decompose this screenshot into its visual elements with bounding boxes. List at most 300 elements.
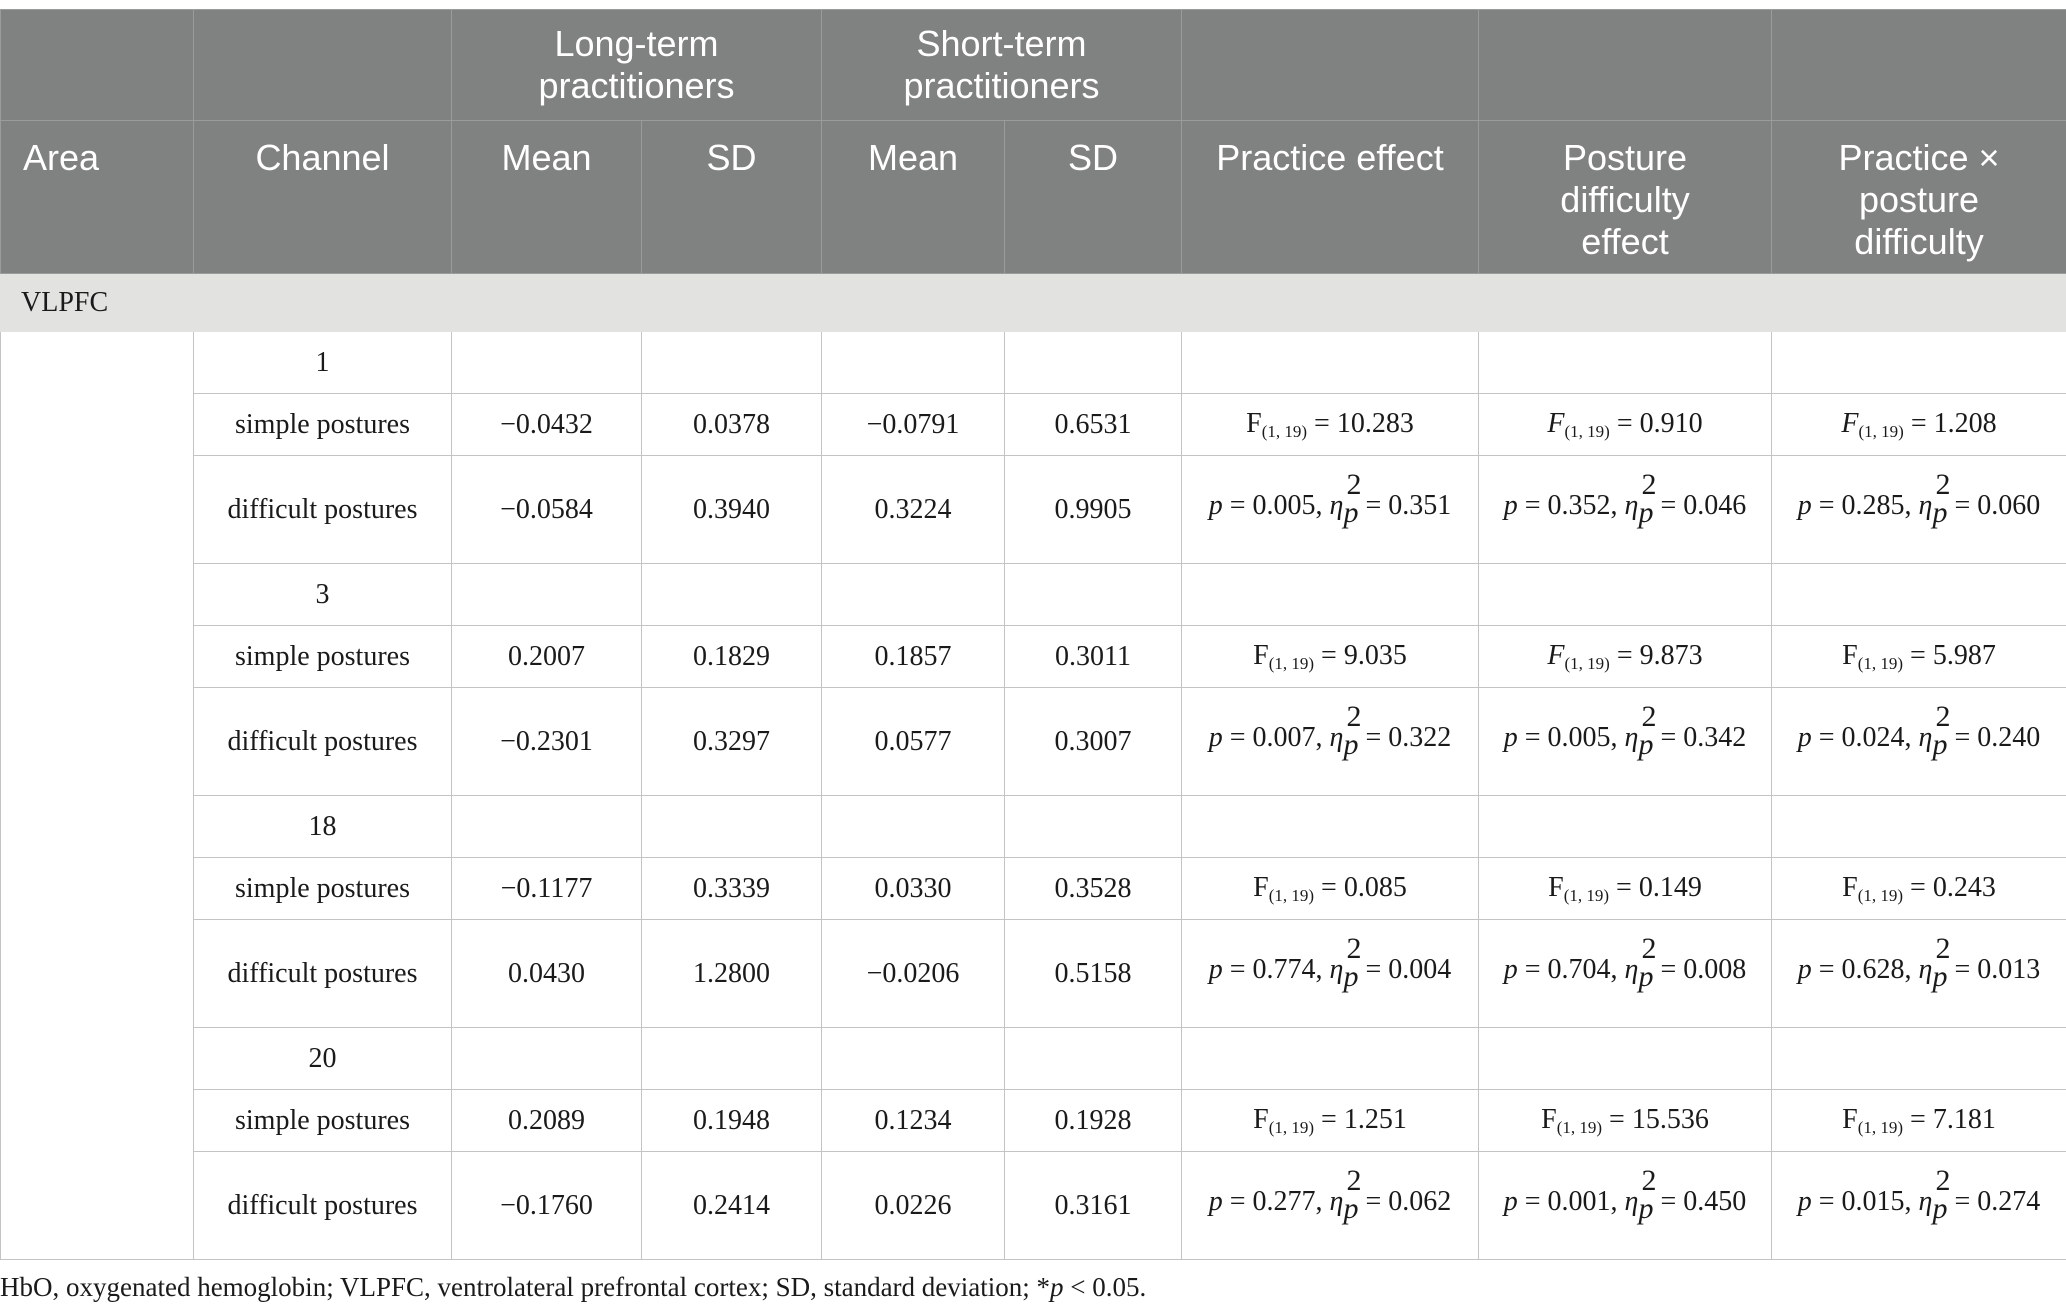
eta-symbol	[1329, 467, 1362, 529]
f-df: (1, 19)	[1261, 421, 1308, 441]
interaction-f-stat	[1772, 1090, 2066, 1152]
f-letter: F	[1246, 407, 1262, 439]
comma: ,	[1610, 953, 1625, 985]
empty-cell	[822, 796, 1005, 858]
eta-subscript: p	[1343, 959, 1359, 993]
difficult-postures-row	[1, 920, 2066, 1028]
f-letter: F	[1841, 407, 1859, 439]
equals-sign: =	[1903, 1103, 1933, 1135]
comma: ,	[1610, 1185, 1625, 1217]
eta-symbol	[1329, 1163, 1362, 1225]
equals-sign: =	[1811, 489, 1842, 521]
long-mean-value: −0.0584	[452, 456, 642, 564]
eta-superscript: 2	[1935, 1163, 1951, 1197]
channel-row	[1, 796, 2066, 858]
empty-cell	[822, 564, 1005, 626]
p-letter: p	[1208, 1185, 1223, 1217]
empty-cell	[1479, 796, 1772, 858]
empty-cell	[822, 332, 1005, 394]
p-letter: p	[1208, 721, 1223, 753]
condition-label: difficult postures	[194, 456, 452, 564]
f-value: 9.035	[1343, 639, 1407, 671]
interaction-f-stat	[1772, 858, 2066, 920]
posture-f-stat	[1479, 626, 1772, 688]
header-long-mean: Mean	[452, 121, 642, 274]
simple-postures-row	[1, 394, 2066, 456]
eta-value: 0.274	[1977, 1185, 2041, 1217]
p-letter: p	[1797, 721, 1812, 753]
f-letter: F	[1253, 639, 1269, 671]
f-letter: F	[1842, 639, 1858, 671]
posture-p-eta-stat	[1479, 920, 1772, 1028]
long-mean-value: 0.0430	[452, 920, 642, 1028]
eta-symbol	[1329, 931, 1362, 993]
header-blank-channel	[194, 10, 452, 121]
equals-sign: =	[1517, 1185, 1548, 1217]
eta-superscript: 2	[1346, 1163, 1362, 1197]
p-value: 0.007	[1252, 721, 1316, 753]
short-sd-value: 0.3007	[1005, 688, 1182, 796]
condition-label: difficult postures	[194, 1152, 452, 1260]
eta-superscript: 2	[1641, 931, 1657, 965]
eta-subscript: p	[1638, 727, 1654, 761]
simple-postures-row	[1, 626, 2066, 688]
results-table	[0, 9, 2066, 1260]
eta-letter: η	[1918, 1185, 1933, 1217]
comma: ,	[1315, 489, 1330, 521]
empty-cell	[1772, 796, 2066, 858]
short-sd-value: 0.1928	[1005, 1090, 1182, 1152]
f-df: (1, 19)	[1556, 1117, 1603, 1137]
eta-letter: η	[1329, 489, 1344, 521]
eta-subscript: p	[1343, 727, 1359, 761]
long-mean-value: −0.1177	[452, 858, 642, 920]
eta-symbol	[1918, 699, 1951, 761]
interaction-f-stat	[1772, 626, 2066, 688]
equals-sign: =	[1517, 721, 1548, 753]
empty-cell	[1005, 1028, 1182, 1090]
f-value: 10.283	[1336, 407, 1414, 439]
f-value: 5.987	[1932, 639, 1996, 671]
header-row-columns	[1, 121, 2066, 274]
header-long-sd: SD	[642, 121, 822, 274]
eta-subscript: p	[1638, 495, 1654, 529]
f-letter: F	[1253, 871, 1269, 903]
section-label: VLPFC	[1, 274, 2066, 332]
eta-value: 0.004	[1388, 953, 1452, 985]
empty-cell	[1005, 796, 1182, 858]
equals-sign: =	[1517, 953, 1548, 985]
eta-symbol	[1918, 1163, 1951, 1225]
short-mean-value: 0.1857	[822, 626, 1005, 688]
eta-superscript: 2	[1641, 467, 1657, 501]
eta-superscript: 2	[1641, 699, 1657, 733]
interaction-p-eta-stat	[1772, 920, 2066, 1028]
p-value: 0.352	[1547, 489, 1611, 521]
footnote-p: p	[1050, 1272, 1064, 1302]
short-mean-value: 0.3224	[822, 456, 1005, 564]
eta-symbol	[1329, 699, 1362, 761]
short-mean-value: −0.0791	[822, 394, 1005, 456]
equals-sign: =	[1653, 721, 1684, 753]
condition-label: difficult postures	[194, 920, 452, 1028]
practice-f-stat	[1182, 394, 1479, 456]
posture-p-eta-stat	[1479, 456, 1772, 564]
long-sd-value: 0.1948	[642, 1090, 822, 1152]
equals-sign: =	[1609, 871, 1639, 903]
p-value: 0.628	[1841, 953, 1905, 985]
f-df: (1, 19)	[1857, 885, 1904, 905]
f-value: 1.208	[1933, 407, 1997, 439]
header-posture-effect: Posture difficulty effect	[1479, 121, 1772, 274]
posture-f-stat	[1479, 1090, 1772, 1152]
p-value: 0.774	[1252, 953, 1316, 985]
empty-cell	[1005, 332, 1182, 394]
p-letter: p	[1208, 953, 1223, 985]
comma: ,	[1315, 953, 1330, 985]
eta-symbol	[1624, 467, 1657, 529]
equals-sign: =	[1811, 953, 1842, 985]
p-value: 0.024	[1841, 721, 1905, 753]
posture-p-eta-stat	[1479, 688, 1772, 796]
f-letter: F	[1548, 871, 1564, 903]
interaction-p-eta-stat	[1772, 456, 2066, 564]
p-value: 0.704	[1547, 953, 1611, 985]
equals-sign: =	[1358, 489, 1389, 521]
condition-label: simple postures	[194, 626, 452, 688]
equals-sign: =	[1222, 1185, 1253, 1217]
practice-p-eta-stat	[1182, 920, 1479, 1028]
equals-sign: =	[1314, 1103, 1344, 1135]
equals-sign: =	[1811, 1185, 1842, 1217]
condition-label: simple postures	[194, 1090, 452, 1152]
p-letter: p	[1208, 489, 1223, 521]
eta-symbol	[1918, 467, 1951, 529]
channel-number: 1	[194, 332, 452, 394]
eta-letter: η	[1918, 489, 1933, 521]
f-letter: F	[1842, 1103, 1858, 1135]
header-short-mean: Mean	[822, 121, 1005, 274]
equals-sign: =	[1903, 639, 1933, 671]
short-sd-value: 0.3011	[1005, 626, 1182, 688]
header-blank-posture	[1479, 10, 1772, 121]
eta-symbol	[1624, 699, 1657, 761]
comma: ,	[1904, 1185, 1919, 1217]
long-sd-value: 0.1829	[642, 626, 822, 688]
p-value: 0.001	[1547, 1185, 1611, 1217]
empty-cell	[1772, 332, 2066, 394]
long-sd-value: 0.0378	[642, 394, 822, 456]
p-letter: p	[1797, 1185, 1812, 1217]
empty-cell	[452, 796, 642, 858]
f-df: (1, 19)	[1268, 653, 1315, 673]
empty-cell	[1479, 564, 1772, 626]
equals-sign: =	[1602, 1103, 1632, 1135]
header-group-long-term: Long-term practitioners	[452, 10, 822, 121]
long-mean-value: −0.1760	[452, 1152, 642, 1260]
equals-sign: =	[1653, 953, 1684, 985]
header-blank-interaction	[1772, 10, 2066, 121]
eta-superscript: 2	[1935, 931, 1951, 965]
comma: ,	[1904, 953, 1919, 985]
empty-cell	[642, 564, 822, 626]
f-df: (1, 19)	[1563, 885, 1610, 905]
f-value: 0.243	[1932, 871, 1996, 903]
eta-symbol	[1624, 1163, 1657, 1225]
empty-cell	[642, 1028, 822, 1090]
empty-cell	[1182, 332, 1479, 394]
empty-cell	[1772, 1028, 2066, 1090]
long-mean-value: 0.2007	[452, 626, 642, 688]
difficult-postures-row	[1, 1152, 2066, 1260]
short-mean-value: 0.1234	[822, 1090, 1005, 1152]
p-value: 0.005	[1547, 721, 1611, 753]
p-value: 0.005	[1252, 489, 1316, 521]
eta-symbol	[1624, 931, 1657, 993]
eta-letter: η	[1624, 489, 1639, 521]
f-df: (1, 19)	[1564, 653, 1610, 673]
eta-subscript: p	[1932, 495, 1948, 529]
eta-value: 0.450	[1683, 1185, 1747, 1217]
p-letter: p	[1797, 953, 1812, 985]
header-blank-practice	[1182, 10, 1479, 121]
eta-subscript: p	[1932, 727, 1948, 761]
eta-value: 0.008	[1683, 953, 1747, 985]
condition-label: difficult postures	[194, 688, 452, 796]
eta-subscript: p	[1932, 959, 1948, 993]
eta-superscript: 2	[1346, 931, 1362, 965]
short-sd-value: 0.5158	[1005, 920, 1182, 1028]
posture-p-eta-stat	[1479, 1152, 1772, 1260]
header-area: Area	[1, 121, 194, 274]
empty-cell	[452, 332, 642, 394]
comma: ,	[1904, 721, 1919, 753]
equals-sign: =	[1358, 1185, 1389, 1217]
eta-subscript: p	[1932, 1191, 1948, 1225]
p-letter: p	[1503, 1185, 1518, 1217]
empty-cell	[1182, 564, 1479, 626]
p-letter: p	[1503, 953, 1518, 985]
channel-row	[1, 564, 2066, 626]
header-group-short-term: Short-term practitioners	[822, 10, 1182, 121]
equals-sign: =	[1653, 489, 1684, 521]
f-letter: F	[1842, 871, 1858, 903]
equals-sign: =	[1947, 953, 1978, 985]
f-df: (1, 19)	[1268, 885, 1315, 905]
difficult-postures-row	[1, 688, 2066, 796]
equals-sign: =	[1903, 407, 1934, 439]
comma: ,	[1610, 721, 1625, 753]
comma: ,	[1315, 721, 1330, 753]
f-letter: F	[1547, 407, 1565, 439]
footnote-text: HbO, oxygenated hemoglobin; VLPFC, ventrolateral prefrontal cortex; SD, standard deviation; *	[0, 1272, 1051, 1302]
eta-superscript: 2	[1935, 699, 1951, 733]
short-mean-value: 0.0577	[822, 688, 1005, 796]
eta-superscript: 2	[1346, 699, 1362, 733]
equals-sign: =	[1222, 953, 1253, 985]
short-sd-value: 0.3161	[1005, 1152, 1182, 1260]
eta-subscript: p	[1638, 1191, 1654, 1225]
comma: ,	[1904, 489, 1919, 521]
equals-sign: =	[1222, 489, 1253, 521]
channel-row	[1, 332, 2066, 394]
header-blank-area	[1, 10, 194, 121]
eta-value: 0.322	[1388, 721, 1452, 753]
eta-letter: η	[1329, 1185, 1344, 1217]
header-short-sd: SD	[1005, 121, 1182, 274]
f-df: (1, 19)	[1857, 653, 1904, 673]
area-cell	[1, 332, 194, 1260]
long-mean-value: 0.2089	[452, 1090, 642, 1152]
short-mean-value: 0.0330	[822, 858, 1005, 920]
empty-cell	[1182, 1028, 1479, 1090]
interaction-f-stat	[1772, 394, 2066, 456]
footnote-tail: < 0.05.	[1063, 1272, 1147, 1302]
eta-subscript: p	[1343, 495, 1359, 529]
empty-cell	[642, 332, 822, 394]
short-mean-value: −0.0206	[822, 920, 1005, 1028]
practice-p-eta-stat	[1182, 1152, 1479, 1260]
f-letter: F	[1547, 639, 1565, 671]
eta-value: 0.013	[1977, 953, 2041, 985]
empty-cell	[452, 564, 642, 626]
equals-sign: =	[1314, 871, 1344, 903]
f-value: 0.910	[1639, 407, 1703, 439]
practice-p-eta-stat	[1182, 688, 1479, 796]
long-mean-value: −0.2301	[452, 688, 642, 796]
channel-number: 3	[194, 564, 452, 626]
f-df: (1, 19)	[1858, 421, 1904, 441]
eta-letter: η	[1918, 953, 1933, 985]
posture-f-stat	[1479, 858, 1772, 920]
long-sd-value: 0.3297	[642, 688, 822, 796]
eta-superscript: 2	[1935, 467, 1951, 501]
eta-value: 0.046	[1683, 489, 1747, 521]
eta-letter: η	[1624, 1185, 1639, 1217]
short-sd-value: 0.3528	[1005, 858, 1182, 920]
equals-sign: =	[1358, 721, 1389, 753]
short-sd-value: 0.9905	[1005, 456, 1182, 564]
eta-letter: η	[1918, 721, 1933, 753]
eta-letter: η	[1624, 953, 1639, 985]
practice-f-stat	[1182, 1090, 1479, 1152]
equals-sign: =	[1222, 721, 1253, 753]
eta-value: 0.351	[1388, 489, 1452, 521]
long-sd-value: 1.2800	[642, 920, 822, 1028]
equals-sign: =	[1307, 407, 1337, 439]
simple-postures-row	[1, 1090, 2066, 1152]
eta-value: 0.342	[1683, 721, 1747, 753]
long-mean-value: −0.0432	[452, 394, 642, 456]
p-letter: p	[1797, 489, 1812, 521]
eta-value: 0.060	[1977, 489, 2041, 521]
f-value: 7.181	[1932, 1103, 1996, 1135]
eta-letter: η	[1329, 953, 1344, 985]
practice-f-stat	[1182, 858, 1479, 920]
f-df: (1, 19)	[1564, 421, 1610, 441]
short-mean-value: 0.0226	[822, 1152, 1005, 1260]
channel-number: 20	[194, 1028, 452, 1090]
f-df: (1, 19)	[1857, 1117, 1904, 1137]
equals-sign: =	[1947, 1185, 1978, 1217]
f-df: (1, 19)	[1268, 1117, 1315, 1137]
empty-cell	[1182, 796, 1479, 858]
eta-symbol	[1918, 931, 1951, 993]
channel-number: 18	[194, 796, 452, 858]
header-practice-effect: Practice effect	[1182, 121, 1479, 274]
p-value: 0.277	[1252, 1185, 1316, 1217]
f-value: 1.251	[1343, 1103, 1407, 1135]
practice-p-eta-stat	[1182, 456, 1479, 564]
f-letter: F	[1541, 1103, 1557, 1135]
condition-label: simple postures	[194, 394, 452, 456]
table-footnote	[0, 1272, 2066, 1303]
posture-f-stat	[1479, 394, 1772, 456]
p-letter: p	[1503, 721, 1518, 753]
interaction-p-eta-stat	[1772, 688, 2066, 796]
f-value: 15.536	[1631, 1103, 1709, 1135]
empty-cell	[822, 1028, 1005, 1090]
empty-cell	[452, 1028, 642, 1090]
eta-superscript: 2	[1346, 467, 1362, 501]
equals-sign: =	[1947, 721, 1978, 753]
section-row-vlpfc	[1, 274, 2066, 332]
practice-f-stat	[1182, 626, 1479, 688]
equals-sign: =	[1811, 721, 1842, 753]
equals-sign: =	[1903, 871, 1933, 903]
difficult-postures-row	[1, 456, 2066, 564]
f-value: 0.149	[1638, 871, 1702, 903]
equals-sign: =	[1517, 489, 1548, 521]
p-value: 0.285	[1841, 489, 1905, 521]
short-sd-value: 0.6531	[1005, 394, 1182, 456]
long-sd-value: 0.2414	[642, 1152, 822, 1260]
comma: ,	[1610, 489, 1625, 521]
eta-superscript: 2	[1641, 1163, 1657, 1197]
equals-sign: =	[1653, 1185, 1684, 1217]
header-row-groups	[1, 10, 2066, 121]
eta-value: 0.240	[1977, 721, 2041, 753]
condition-label: simple postures	[194, 858, 452, 920]
long-sd-value: 0.3940	[642, 456, 822, 564]
f-value: 9.873	[1639, 639, 1703, 671]
empty-cell	[1005, 564, 1182, 626]
long-sd-value: 0.3339	[642, 858, 822, 920]
empty-cell	[642, 796, 822, 858]
equals-sign: =	[1314, 639, 1344, 671]
p-letter: p	[1503, 489, 1518, 521]
equals-sign: =	[1947, 489, 1978, 521]
equals-sign: =	[1609, 639, 1640, 671]
empty-cell	[1479, 1028, 1772, 1090]
p-value: 0.015	[1841, 1185, 1905, 1217]
equals-sign: =	[1609, 407, 1640, 439]
comma: ,	[1315, 1185, 1330, 1217]
empty-cell	[1479, 332, 1772, 394]
eta-subscript: p	[1343, 1191, 1359, 1225]
channel-row	[1, 1028, 2066, 1090]
simple-postures-row	[1, 858, 2066, 920]
empty-cell	[1772, 564, 2066, 626]
header-channel: Channel	[194, 121, 452, 274]
eta-letter: η	[1624, 721, 1639, 753]
eta-letter: η	[1329, 721, 1344, 753]
eta-subscript: p	[1638, 959, 1654, 993]
eta-value: 0.062	[1388, 1185, 1452, 1217]
interaction-p-eta-stat	[1772, 1152, 2066, 1260]
f-value: 0.085	[1343, 871, 1407, 903]
equals-sign: =	[1358, 953, 1389, 985]
